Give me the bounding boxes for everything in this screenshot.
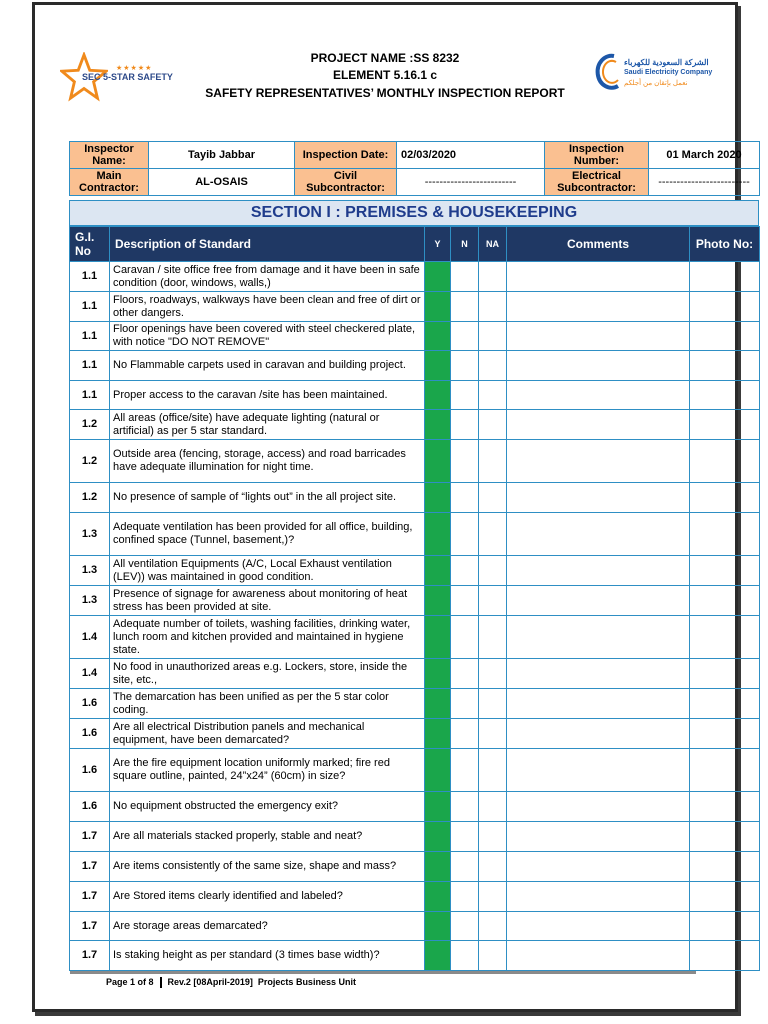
yes-cell[interactable] bbox=[425, 912, 451, 941]
yes-cell[interactable] bbox=[425, 852, 451, 882]
na-cell[interactable] bbox=[479, 513, 507, 556]
gi-number: 1.2 bbox=[70, 483, 110, 513]
table-row bbox=[70, 440, 760, 483]
photo-cell[interactable] bbox=[690, 659, 760, 689]
yes-cell[interactable] bbox=[425, 483, 451, 513]
no-cell[interactable] bbox=[451, 292, 479, 322]
na-cell[interactable] bbox=[479, 882, 507, 912]
no-cell[interactable] bbox=[451, 822, 479, 852]
na-cell[interactable] bbox=[479, 586, 507, 616]
inspector-name-label: Inspector Name: bbox=[70, 142, 149, 169]
photo-cell[interactable] bbox=[690, 749, 760, 792]
comments-cell[interactable] bbox=[507, 440, 690, 483]
gi-number: 1.7 bbox=[70, 822, 110, 852]
gi-number: 1.1 bbox=[70, 381, 110, 410]
footer-divider bbox=[70, 971, 696, 974]
gi-number: 1.7 bbox=[70, 912, 110, 941]
main-contractor-value[interactable]: AL-OSAIS bbox=[149, 169, 295, 196]
gi-number: 1.7 bbox=[70, 941, 110, 971]
gi-number: 1.2 bbox=[70, 410, 110, 440]
comments-cell[interactable] bbox=[507, 792, 690, 822]
page-number: Page 1 of 8 bbox=[106, 977, 154, 987]
description: Are all materials stacked properly, stable and neat? bbox=[110, 822, 425, 852]
yes-cell[interactable] bbox=[425, 822, 451, 852]
gi-number: 1.7 bbox=[70, 852, 110, 882]
comments-cell[interactable] bbox=[507, 586, 690, 616]
header-gi-no: G.I. No bbox=[70, 227, 110, 262]
header-photo-no: Photo No: bbox=[690, 227, 760, 262]
business-unit: Projects Business Unit bbox=[257, 977, 356, 987]
project-name: PROJECT NAME :SS 8232 bbox=[310, 51, 460, 65]
comments-cell[interactable] bbox=[507, 483, 690, 513]
table-row bbox=[70, 410, 760, 440]
revision: Rev.2 [08April-2019] bbox=[167, 977, 253, 987]
yes-cell[interactable] bbox=[425, 689, 451, 719]
description: Adequate number of toilets, washing facilities, drinking water, lunch room and kitchen provided and maintained in hygiene state. bbox=[110, 616, 425, 659]
table-row bbox=[70, 381, 760, 410]
comments-cell[interactable] bbox=[507, 852, 690, 882]
comments-cell[interactable] bbox=[507, 749, 690, 792]
logo-right-arabic: الشركة السعودية للكهرباء bbox=[624, 58, 709, 67]
comments-cell[interactable] bbox=[507, 262, 690, 292]
na-cell[interactable] bbox=[479, 410, 507, 440]
inspection-date-label: Inspection Date: bbox=[295, 142, 397, 169]
description: Proper access to the caravan /site has been maintained. bbox=[110, 381, 425, 410]
na-cell[interactable] bbox=[479, 616, 507, 659]
gi-number: 1.1 bbox=[70, 351, 110, 381]
description: The demarcation has been unified as per the 5 star color coding. bbox=[110, 689, 425, 719]
yes-cell[interactable] bbox=[425, 882, 451, 912]
description: All areas (office/site) have adequate lighting (natural or artificial) as per 5 star standard. bbox=[110, 410, 425, 440]
header-comments: Comments bbox=[507, 227, 690, 262]
description: No Flammable carpets used in caravan and building project. bbox=[110, 351, 425, 381]
no-cell[interactable] bbox=[451, 483, 479, 513]
yes-cell[interactable] bbox=[425, 292, 451, 322]
comments-cell[interactable] bbox=[507, 882, 690, 912]
yes-cell[interactable] bbox=[425, 719, 451, 749]
civil-subcontractor-value[interactable]: ------------------------- bbox=[397, 169, 545, 196]
comments-cell[interactable] bbox=[507, 410, 690, 440]
photo-cell[interactable] bbox=[690, 440, 760, 483]
description: No equipment obstructed the emergency exit? bbox=[110, 792, 425, 822]
photo-cell[interactable] bbox=[690, 852, 760, 882]
gi-number: 1.3 bbox=[70, 556, 110, 586]
electrical-subcontractor-label: Electrical Subcontractor: bbox=[545, 169, 649, 196]
na-cell[interactable] bbox=[479, 659, 507, 689]
table-row bbox=[70, 586, 760, 616]
photo-cell[interactable] bbox=[690, 381, 760, 410]
comments-cell[interactable] bbox=[507, 513, 690, 556]
header-na: NA bbox=[479, 227, 507, 262]
photo-cell[interactable] bbox=[690, 719, 760, 749]
no-cell[interactable] bbox=[451, 941, 479, 971]
description: Are all electrical Distribution panels and mechanical equipment, have been demarcated? bbox=[110, 719, 425, 749]
photo-cell[interactable] bbox=[690, 822, 760, 852]
description: Adequate ventilation has been provided for all office, building, confined space (Tunnel, basement,)? bbox=[110, 513, 425, 556]
na-cell[interactable] bbox=[479, 351, 507, 381]
comments-cell[interactable] bbox=[507, 322, 690, 351]
table-row bbox=[70, 941, 760, 971]
gi-number: 1.6 bbox=[70, 749, 110, 792]
description: Floors, roadways, walkways have been clean and free of dirt or other dangers. bbox=[110, 292, 425, 322]
yes-cell[interactable] bbox=[425, 792, 451, 822]
table-row bbox=[70, 822, 760, 852]
description: Are items consistently of the same size, shape and mass? bbox=[110, 852, 425, 882]
na-cell[interactable] bbox=[479, 822, 507, 852]
no-cell[interactable] bbox=[451, 556, 479, 586]
no-cell[interactable] bbox=[451, 882, 479, 912]
comments-cell[interactable] bbox=[507, 351, 690, 381]
no-cell[interactable] bbox=[451, 719, 479, 749]
main-contractor-label: Main Contractor: bbox=[70, 169, 149, 196]
yes-cell[interactable] bbox=[425, 941, 451, 971]
description: Floor openings have been covered with steel checkered plate, with notice "DO NOT REMOVE" bbox=[110, 322, 425, 351]
photo-cell[interactable] bbox=[690, 292, 760, 322]
photo-cell[interactable] bbox=[690, 322, 760, 351]
yes-cell[interactable] bbox=[425, 322, 451, 351]
yes-cell[interactable] bbox=[425, 659, 451, 689]
table-row bbox=[70, 659, 760, 689]
gi-number: 1.4 bbox=[70, 659, 110, 689]
photo-cell[interactable] bbox=[690, 912, 760, 941]
yes-cell[interactable] bbox=[425, 586, 451, 616]
table-row bbox=[70, 719, 760, 749]
photo-cell[interactable] bbox=[690, 410, 760, 440]
table-row bbox=[70, 322, 760, 351]
no-cell[interactable] bbox=[451, 689, 479, 719]
na-cell[interactable] bbox=[479, 292, 507, 322]
table-row bbox=[70, 351, 760, 381]
photo-cell[interactable] bbox=[690, 882, 760, 912]
description: All ventilation Equipments (A/C, Local Exhaust ventilation (LEV)) was maintained in good condition. bbox=[110, 556, 425, 586]
table-row bbox=[70, 262, 760, 292]
photo-cell[interactable] bbox=[690, 556, 760, 586]
civil-subcontractor-label: Civil Subcontractor: bbox=[295, 169, 397, 196]
no-cell[interactable] bbox=[451, 513, 479, 556]
gi-number: 1.6 bbox=[70, 689, 110, 719]
inspection-date-value[interactable]: 02/03/2020 bbox=[397, 142, 545, 169]
comments-cell[interactable] bbox=[507, 689, 690, 719]
inspector-name-value[interactable]: Tayib Jabbar bbox=[149, 142, 295, 169]
no-cell[interactable] bbox=[451, 322, 479, 351]
description: Are storage areas demarcated? bbox=[110, 912, 425, 941]
photo-cell[interactable] bbox=[690, 262, 760, 292]
header-description: Description of Standard bbox=[110, 227, 425, 262]
description: Presence of signage for awareness about monitoring of heat stress has been provided at site. bbox=[110, 586, 425, 616]
header-yes: Y bbox=[425, 227, 451, 262]
table-row bbox=[70, 513, 760, 556]
inspection-info-table bbox=[69, 141, 760, 196]
yes-cell[interactable] bbox=[425, 616, 451, 659]
table-row bbox=[70, 792, 760, 822]
logo-right-english: Saudi Electricity Company bbox=[624, 69, 713, 76]
saudi-electricity-logo bbox=[594, 52, 724, 100]
no-cell[interactable] bbox=[451, 792, 479, 822]
na-cell[interactable] bbox=[479, 689, 507, 719]
photo-cell[interactable] bbox=[690, 792, 760, 822]
yes-cell[interactable] bbox=[425, 351, 451, 381]
inspection-number-value[interactable]: 01 March 2020 bbox=[649, 142, 760, 169]
table-row bbox=[70, 616, 760, 659]
gi-number: 1.7 bbox=[70, 882, 110, 912]
arc-logo-icon bbox=[594, 52, 622, 92]
no-cell[interactable] bbox=[451, 381, 479, 410]
photo-cell[interactable] bbox=[690, 941, 760, 971]
na-cell[interactable] bbox=[479, 912, 507, 941]
yes-cell[interactable] bbox=[425, 410, 451, 440]
logo-left-text: SEC 5-STAR SAFETY bbox=[82, 72, 173, 82]
comments-cell[interactable] bbox=[507, 616, 690, 659]
page-footer bbox=[106, 977, 356, 988]
table-row bbox=[70, 689, 760, 719]
no-cell[interactable] bbox=[451, 616, 479, 659]
na-cell[interactable] bbox=[479, 556, 507, 586]
yes-cell[interactable] bbox=[425, 381, 451, 410]
comments-cell[interactable] bbox=[507, 556, 690, 586]
na-cell[interactable] bbox=[479, 262, 507, 292]
no-cell[interactable] bbox=[451, 912, 479, 941]
report-title: SAFETY REPRESENTATIVES’ MONTHLY INSPECTION REPORT bbox=[205, 86, 565, 100]
no-cell[interactable] bbox=[451, 659, 479, 689]
description: Are the fire equipment location uniformly marked; fire red square outline, painted, 24”x24” (60cm) in size? bbox=[110, 749, 425, 792]
gi-number: 1.2 bbox=[70, 440, 110, 483]
photo-cell[interactable] bbox=[690, 586, 760, 616]
na-cell[interactable] bbox=[479, 483, 507, 513]
na-cell[interactable] bbox=[479, 719, 507, 749]
photo-cell[interactable] bbox=[690, 616, 760, 659]
gi-number: 1.4 bbox=[70, 616, 110, 659]
description: Outside area (fencing, storage, access) and road barricades have adequate illumination for night time. bbox=[110, 440, 425, 483]
comments-cell[interactable] bbox=[507, 381, 690, 410]
photo-cell[interactable] bbox=[690, 351, 760, 381]
no-cell[interactable] bbox=[451, 749, 479, 792]
comments-cell[interactable] bbox=[507, 912, 690, 941]
table-row bbox=[70, 292, 760, 322]
gi-number: 1.6 bbox=[70, 792, 110, 822]
gi-number: 1.3 bbox=[70, 513, 110, 556]
footer-separator bbox=[160, 977, 162, 988]
description: Is staking height as per standard (3 times base width)? bbox=[110, 941, 425, 971]
table-row bbox=[70, 556, 760, 586]
element-code: ELEMENT 5.16.1 c bbox=[332, 68, 438, 82]
na-cell[interactable] bbox=[479, 749, 507, 792]
gi-number: 1.1 bbox=[70, 292, 110, 322]
gi-number: 1.1 bbox=[70, 262, 110, 292]
yes-cell[interactable] bbox=[425, 262, 451, 292]
na-cell[interactable] bbox=[479, 322, 507, 351]
comments-cell[interactable] bbox=[507, 659, 690, 689]
sec-5-star-safety-logo bbox=[60, 52, 190, 106]
comments-cell[interactable] bbox=[507, 822, 690, 852]
no-cell[interactable] bbox=[451, 262, 479, 292]
description: No presence of sample of “lights out” in the all project site. bbox=[110, 483, 425, 513]
logo-right-tagline: نعمل بإتقان من أجلكم bbox=[624, 80, 688, 87]
yes-cell[interactable] bbox=[425, 749, 451, 792]
yes-cell[interactable] bbox=[425, 513, 451, 556]
no-cell[interactable] bbox=[451, 410, 479, 440]
comments-cell[interactable] bbox=[507, 292, 690, 322]
description: No food in unauthorized areas e.g. Lockers, store, inside the site, etc., bbox=[110, 659, 425, 689]
no-cell[interactable] bbox=[451, 852, 479, 882]
gi-number: 1.1 bbox=[70, 322, 110, 351]
inspection-checklist-table bbox=[69, 226, 760, 971]
no-cell[interactable] bbox=[451, 440, 479, 483]
table-row bbox=[70, 852, 760, 882]
table-row bbox=[70, 882, 760, 912]
rating-stars: ★★★★★ bbox=[116, 65, 153, 72]
na-cell[interactable] bbox=[479, 792, 507, 822]
na-cell[interactable] bbox=[479, 381, 507, 410]
gi-number: 1.3 bbox=[70, 586, 110, 616]
na-cell[interactable] bbox=[479, 440, 507, 483]
yes-cell[interactable] bbox=[425, 440, 451, 483]
photo-cell[interactable] bbox=[690, 483, 760, 513]
comments-cell[interactable] bbox=[507, 941, 690, 971]
table-row bbox=[70, 912, 760, 941]
na-cell[interactable] bbox=[479, 852, 507, 882]
gi-number: 1.6 bbox=[70, 719, 110, 749]
inspection-number-label: Inspection Number: bbox=[545, 142, 649, 169]
yes-cell[interactable] bbox=[425, 556, 451, 586]
comments-cell[interactable] bbox=[507, 719, 690, 749]
table-row bbox=[70, 483, 760, 513]
photo-cell[interactable] bbox=[690, 513, 760, 556]
photo-cell[interactable] bbox=[690, 689, 760, 719]
table-row bbox=[70, 749, 760, 792]
header-no: N bbox=[451, 227, 479, 262]
electrical-subcontractor-value[interactable]: ------------------------- bbox=[649, 169, 760, 196]
description: Are Stored items clearly identified and labeled? bbox=[110, 882, 425, 912]
section-title: SECTION I : PREMISES & HOUSEKEEPING bbox=[69, 200, 759, 226]
no-cell[interactable] bbox=[451, 586, 479, 616]
description: Caravan / site office free from damage and it have been in safe condition (door, windows, walls,) bbox=[110, 262, 425, 292]
na-cell[interactable] bbox=[479, 941, 507, 971]
no-cell[interactable] bbox=[451, 351, 479, 381]
